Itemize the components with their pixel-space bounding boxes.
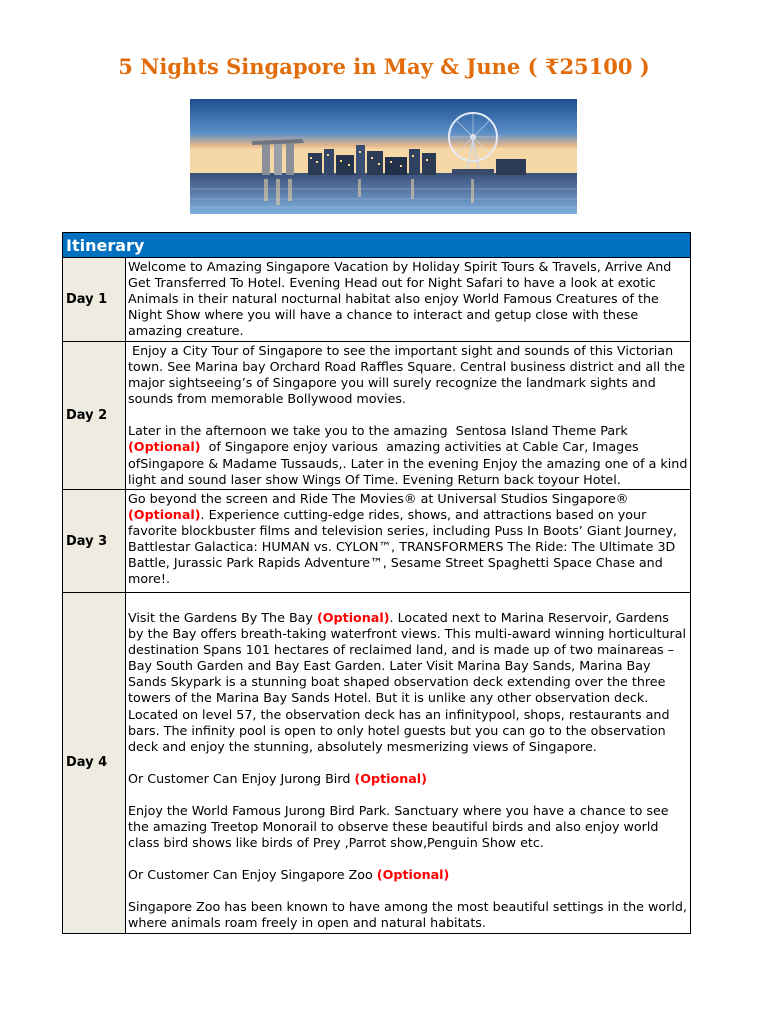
day-label: Day 4 bbox=[63, 593, 126, 934]
day-4-paragraph-3: Enjoy the World Famous Jurong Bird Park. Sanctuary where you have a chance to see the amazing Treetop Monorail to observe these beautiful birds and also enjoy world class bird shows like birds of Prey ,Parrot show,Penguin Show etc. bbox=[128, 802, 669, 851]
day-description bbox=[126, 342, 691, 490]
day-4-paragraph-2 bbox=[128, 771, 688, 787]
day-2-paragraph-1: Enjoy a City Tour of Singapore to see the important sight and sounds of this Victorian town. See Marina bay Orchard Road Raffles Square. Central business district and all the major sightseeing’s of Singapore you will surely recognize the landmark sights and sounds from memorable Bollywood movies. bbox=[128, 343, 690, 407]
table-row-day-1 bbox=[63, 258, 691, 342]
day-3-text: . Experience cutting-edge rides, shows, and attractions based on your favorite blockbuster films and television series, including Puss In Boots’ Giant Journey, Battlestar Galactica: HUMAN vs. CYLON™, TRANSFORMERS The Ride: The Ultimate 3D Battle, Jurassic Park Rapids Adventure™, Sesame Street Spaghetti Space Chase and more!. bbox=[128, 507, 677, 587]
singapore-skyline-image bbox=[190, 99, 577, 214]
optional-badge: (Optional) bbox=[128, 507, 201, 523]
table-row-day-4 bbox=[63, 593, 691, 934]
day-2-text: of Singapore enjoy various amazing activities at Cable Car, Images ofSingapore & Madame Tussauds,. Later in the evening Enjoy the amazing one of a kind light and sound laser show Wings Of Time. Evening Return back toyour Hotel. bbox=[128, 439, 692, 487]
day-4-text: Or Customer Can Enjoy Singapore Zoo bbox=[128, 867, 377, 883]
day-4-text: . Located next to Marina Reservoir, Gardens by the Bay offers breath-taking waterfront views. This multi-award winning horticultural destination Spans 101 hectares of reclaimed land, and is made up of two mainareas – Bay South Garden and Bay East Garden. Later Visit Marina Bay Sands, Marina Bay Sands Skypark is a stunning boat shaped observation deck extending over the three towers of the Marina Bay Sands Hotel. But it is unlike any other observation deck. Located on level 57, the observation deck has an infinitypool, shops, restaurants and bars. The infinity pool is open to only hotel guests but you can go to the observation deck and enjoy the stunning, absolutely mesmerizing views of Singapore. bbox=[128, 610, 687, 754]
table-row-day-2 bbox=[63, 342, 691, 490]
optional-badge: (Optional) bbox=[376, 867, 450, 883]
day-3-paragraph bbox=[128, 491, 688, 588]
table-row-day-3 bbox=[63, 490, 691, 593]
day-description bbox=[126, 593, 691, 934]
itinerary-header-row bbox=[63, 233, 691, 258]
day-description bbox=[126, 258, 691, 342]
optional-badge: (Optional) bbox=[128, 439, 201, 455]
day-1-text: Welcome to Amazing Singapore Vacation by Holiday Spirit Tours & Travels, Arrive And Get Transferred To Hotel. Evening Head out for Night Safari to have a look at exotic Animals in their natural nocturnal habitat also enjoy World Famous Creatures of the Night Show where you will have a chance to interact and getup close with these amazing creature. bbox=[128, 259, 672, 339]
day-label: Day 1 bbox=[63, 258, 126, 342]
day-4-text: Or Customer Can Enjoy Jurong Bird bbox=[128, 770, 355, 786]
day-label: Day 2 bbox=[63, 342, 126, 490]
itinerary-table bbox=[62, 232, 691, 934]
optional-badge: (Optional) bbox=[354, 770, 427, 786]
page-title: 5 Nights Singapore in May & June ( ₹25100 ) bbox=[118, 54, 650, 79]
day-description bbox=[126, 490, 691, 593]
day-2-text: Later in the afternoon we take you to the amazing Sentosa Island Theme Park bbox=[128, 423, 632, 439]
day-4-paragraph-5: Singapore Zoo has been known to have among the most beautiful settings in the world, where animals roam freely in open and natural habitats. bbox=[128, 899, 687, 931]
day-2-paragraph-2 bbox=[128, 423, 692, 487]
day-label: Day 3 bbox=[63, 490, 126, 593]
day-4-paragraph-1 bbox=[128, 610, 688, 755]
day-4-paragraph-4 bbox=[128, 867, 688, 883]
itinerary-header: Itinerary bbox=[63, 233, 691, 258]
optional-badge: (Optional) bbox=[316, 610, 390, 625]
day-3-text: Go beyond the screen and Ride The Movies® at Universal Studios Singapore® bbox=[128, 491, 629, 506]
day-4-text: Visit the Gardens By The Bay bbox=[128, 610, 317, 625]
